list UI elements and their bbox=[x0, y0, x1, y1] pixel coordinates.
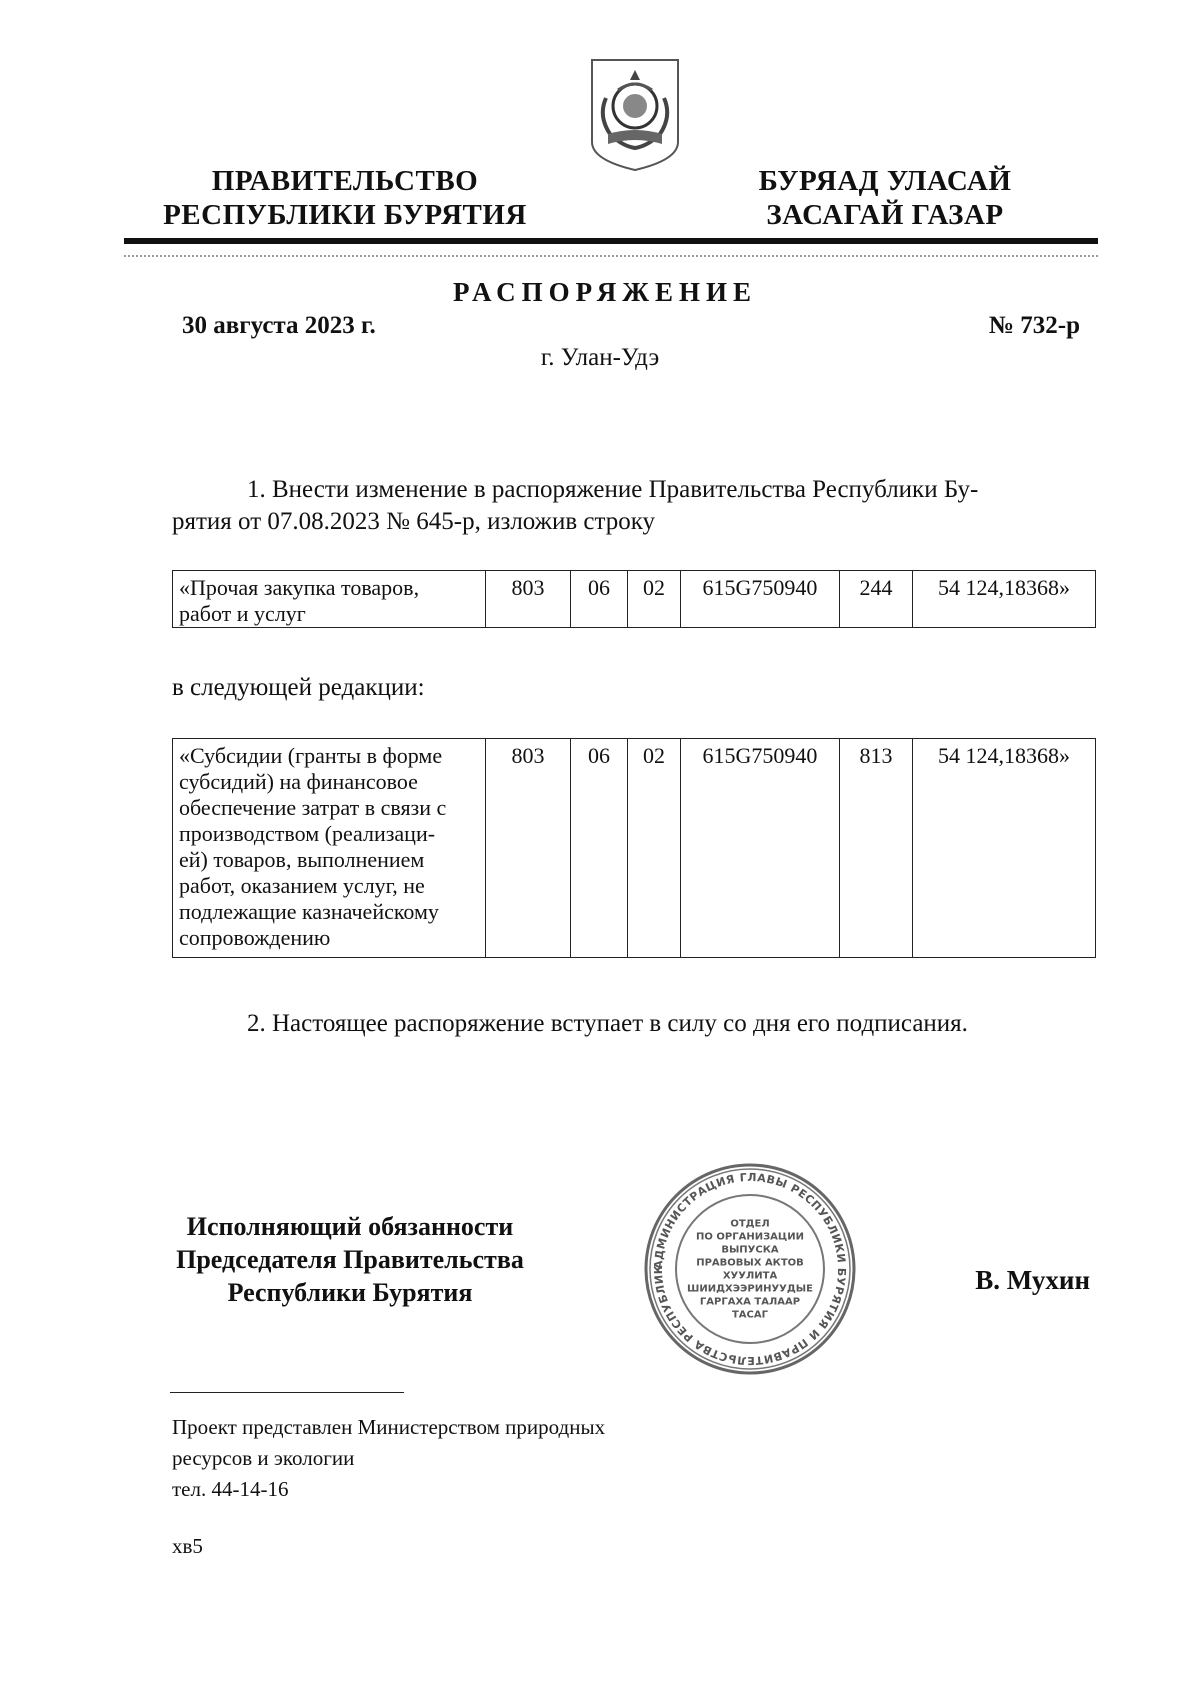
document-date: 30 августа 2023 г. bbox=[182, 312, 376, 339]
table-cell-expense-name: «Субсидии (гранты в форме субсидий) на финансовое обеспечение затрат в связи с производством (реализаци- ей) товаров, выполнением работ, оказанием услуг, не подлежащие казначейскому сопровождению bbox=[173, 739, 486, 958]
table-cell-amount: 54 124,18368» bbox=[913, 739, 1096, 958]
paragraph-1-line1: 1. Внести изменение в распоряжение Правительства Республики Бу- bbox=[247, 476, 979, 503]
stamp-center-line: ТАСАГ bbox=[731, 1309, 769, 1321]
government-name-bua-line1: БУРЯАД УЛАСАЙ bbox=[758, 165, 1012, 197]
table-cell-section-code: 06 bbox=[571, 739, 628, 958]
table-cell-target-article: 615G750940 bbox=[681, 571, 840, 628]
stamp-center-line: ПО ОРГАНИЗАЦИИ bbox=[696, 1231, 804, 1243]
svg-text:АДМИНИСТРАЦИЯ ГЛАВЫ РЕСПУБЛИКИ: АДМИНИСТРАЦИЯ ГЛАВЫ РЕСПУБЛИКИ БУРЯТИЯ И ПРАВИТЕЛЬСТВА РЕСПУБЛИК bbox=[651, 1170, 849, 1368]
table-cell-section-code: 06 bbox=[571, 571, 628, 628]
table-row bbox=[173, 739, 1096, 958]
government-name-ru-line1: ПРАВИТЕЛЬСТВО bbox=[211, 165, 479, 197]
table-cell-ministry-code: 803 bbox=[486, 571, 571, 628]
document-type: РАСПОРЯЖЕНИЕ bbox=[452, 277, 758, 307]
signatory-title-line2: Председателя Правительства bbox=[176, 1245, 524, 1274]
header-dotted-rule bbox=[124, 255, 1098, 257]
signatory-title-line1: Исполняющий обязанности bbox=[186, 1212, 514, 1241]
stamp-center-line: ГАРГАХА ТАЛААР bbox=[699, 1296, 801, 1308]
government-name-bua-line2: ЗАСАГАЙ ГАЗАР bbox=[766, 199, 1004, 231]
stamp-center-line: ХУУЛИТА bbox=[722, 1270, 778, 1282]
table-cell-expense-type: 244 bbox=[840, 571, 913, 628]
project-note bbox=[172, 1412, 605, 1505]
header-rule bbox=[124, 238, 1098, 244]
table-cell-amount: 54 124,18368» bbox=[913, 571, 1096, 628]
paragraph-2: 2. Настоящее распоряжение вступает в силу со дня его подписания. bbox=[247, 1010, 968, 1037]
paragraph-1 bbox=[172, 474, 1096, 538]
coat-of-arms-icon bbox=[588, 56, 682, 174]
stamp-center-line: ШИИДХЭЭРИНУУДЫЕ bbox=[687, 1283, 813, 1295]
government-name-ru-line2: РЕСПУБЛИКИ БУРЯТИЯ bbox=[163, 199, 527, 231]
table-cell-target-article: 615G750940 bbox=[681, 739, 840, 958]
document-number: № 732-р bbox=[988, 312, 1080, 339]
signatory-title-line3: Республики Бурятия bbox=[227, 1278, 473, 1307]
document-city: г. Улан-Удэ bbox=[540, 344, 660, 371]
project-note-line1: Проект представлен Министерством природных bbox=[172, 1415, 606, 1439]
project-phone: тел. 44-14-16 bbox=[172, 1477, 289, 1501]
stamp-center-line: ВЫПУСКА bbox=[721, 1244, 779, 1256]
government-name-bua bbox=[720, 164, 1050, 232]
document-code: хв5 bbox=[172, 1534, 203, 1558]
table-cell-ministry-code: 803 bbox=[486, 739, 571, 958]
signatory-title bbox=[150, 1210, 550, 1309]
budget-table-new bbox=[172, 738, 1096, 958]
table-cell-expense-type: 813 bbox=[840, 739, 913, 958]
in-edition-label: в следующей редакции: bbox=[172, 674, 425, 701]
stamp-center-line: ПРАВОВЫХ АКТОВ bbox=[696, 1257, 804, 1269]
project-note-line2: ресурсов и экологии bbox=[172, 1446, 355, 1470]
table-cell-subsection-code: 02 bbox=[628, 571, 681, 628]
table-cell-subsection-code: 02 bbox=[628, 739, 681, 958]
footnote-separator bbox=[170, 1392, 404, 1393]
signatory-name: В. Мухин bbox=[975, 1265, 1090, 1295]
government-name-ru bbox=[150, 164, 540, 232]
official-stamp-icon bbox=[643, 1162, 857, 1376]
table-row bbox=[173, 571, 1096, 628]
table-cell-expense-name: «Прочая закупка товаров, работ и услуг bbox=[173, 571, 486, 628]
stamp-center-line: ОТДЕЛ bbox=[730, 1218, 770, 1230]
budget-table-old bbox=[172, 570, 1096, 628]
paragraph-1-line2: рятия от 07.08.2023 № 645-р, изложив строку bbox=[172, 508, 656, 535]
